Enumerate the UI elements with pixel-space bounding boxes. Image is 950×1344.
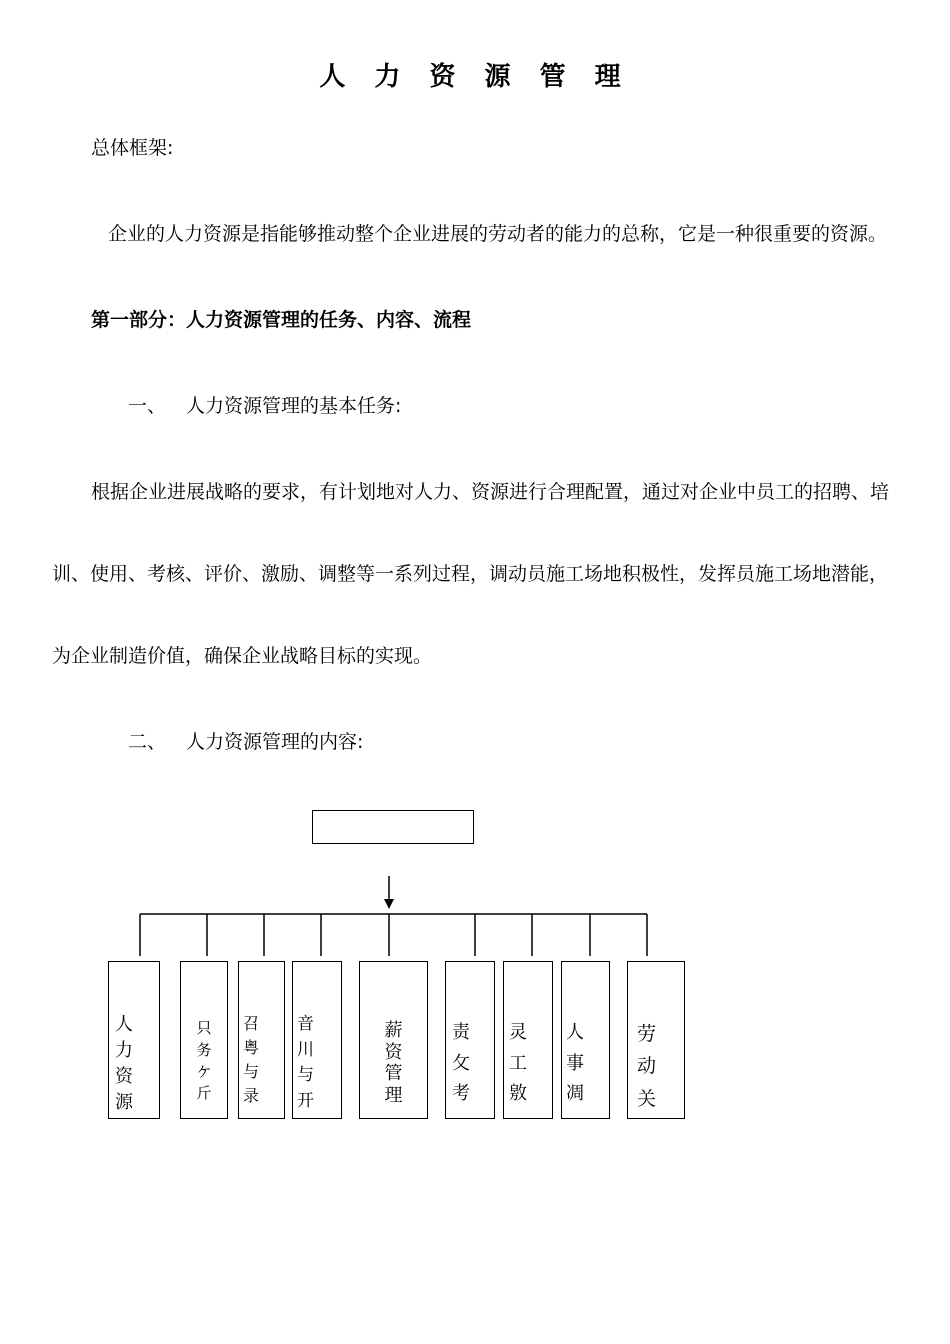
column-char: 薪 xyxy=(384,1020,403,1041)
column-char: 录 xyxy=(243,1086,260,1105)
column-char: 事 xyxy=(566,1052,584,1074)
diagram-column-box xyxy=(180,961,228,1119)
column-char: 与 xyxy=(297,1065,314,1085)
column-char: 理 xyxy=(384,1084,403,1106)
page-title: 人 力 资 源 管 理 xyxy=(319,62,631,92)
section2-title: 人力资源管理的内容: xyxy=(186,731,364,753)
column-char: 劳 xyxy=(637,1023,657,1045)
diagram-column-box xyxy=(503,961,553,1119)
diagram-column-box xyxy=(445,961,495,1119)
column-char: 动 xyxy=(637,1055,657,1078)
column-char: 考 xyxy=(452,1083,470,1105)
arrow-down-icon xyxy=(384,899,394,909)
diagram-column-box xyxy=(627,961,685,1119)
column-char: 敫 xyxy=(509,1083,527,1105)
column-char: 工 xyxy=(509,1052,527,1074)
column-char: 凋 xyxy=(566,1083,584,1105)
column-char: 管 xyxy=(384,1063,403,1085)
column-char: 只 xyxy=(196,1019,212,1037)
column-char: 资 xyxy=(115,1066,133,1088)
column-char: 人 xyxy=(115,1014,133,1035)
diagram-column-box xyxy=(561,961,610,1119)
section2-number: 二、 xyxy=(128,731,167,753)
column-char: 开 xyxy=(297,1090,314,1111)
column-char: 关 xyxy=(637,1087,657,1110)
column-char: 川 xyxy=(297,1039,314,1060)
section1-body-line: 训、使用、考核、评价、激励、调整等一系列过程，调动员施工场地积极性，发挥员施工场地潜能， xyxy=(52,563,889,585)
column-char: 责 xyxy=(452,1022,470,1043)
section1-number: 一、 xyxy=(128,395,167,417)
diagram-column-box xyxy=(108,961,160,1119)
diagram-column-box xyxy=(292,961,342,1119)
section1-title: 人力资源管理的基本任务: xyxy=(186,395,402,417)
column-char: 粤 xyxy=(243,1038,260,1057)
column-char: 音 xyxy=(297,1014,314,1034)
intro-paragraph: 企业的人力资源是指能够推动整个企业进展的劳动者的能力的总称，它是一种很重要的资源。 xyxy=(108,223,888,245)
diagram-column-box xyxy=(359,961,428,1119)
column-char: 攵 xyxy=(452,1052,470,1074)
part1-heading: 第一部分：人力资源管理的任务、内容、流程 xyxy=(91,309,472,331)
section1-body-line: 根据企业进展战略的要求，有计划地对人力、资源进行合理配置，通过对企业中员工的招聘、培 xyxy=(91,481,890,503)
diagram-column-box xyxy=(238,961,285,1119)
column-char: 人 xyxy=(566,1022,584,1043)
column-char: ケ xyxy=(196,1062,212,1081)
column-char: 力 xyxy=(115,1040,133,1062)
section1-body-line: 为企业制造价值，确保企业战略目标的实现。 xyxy=(52,645,433,667)
framework-label: 总体框架: xyxy=(91,137,174,159)
column-char: 与 xyxy=(243,1062,260,1081)
column-char: 灵 xyxy=(509,1022,527,1043)
column-char: 务 xyxy=(196,1040,212,1059)
column-char: 斤 xyxy=(196,1084,212,1103)
column-char: 源 xyxy=(115,1092,133,1114)
column-char: 资 xyxy=(384,1041,403,1063)
column-char: 召 xyxy=(243,1014,260,1033)
